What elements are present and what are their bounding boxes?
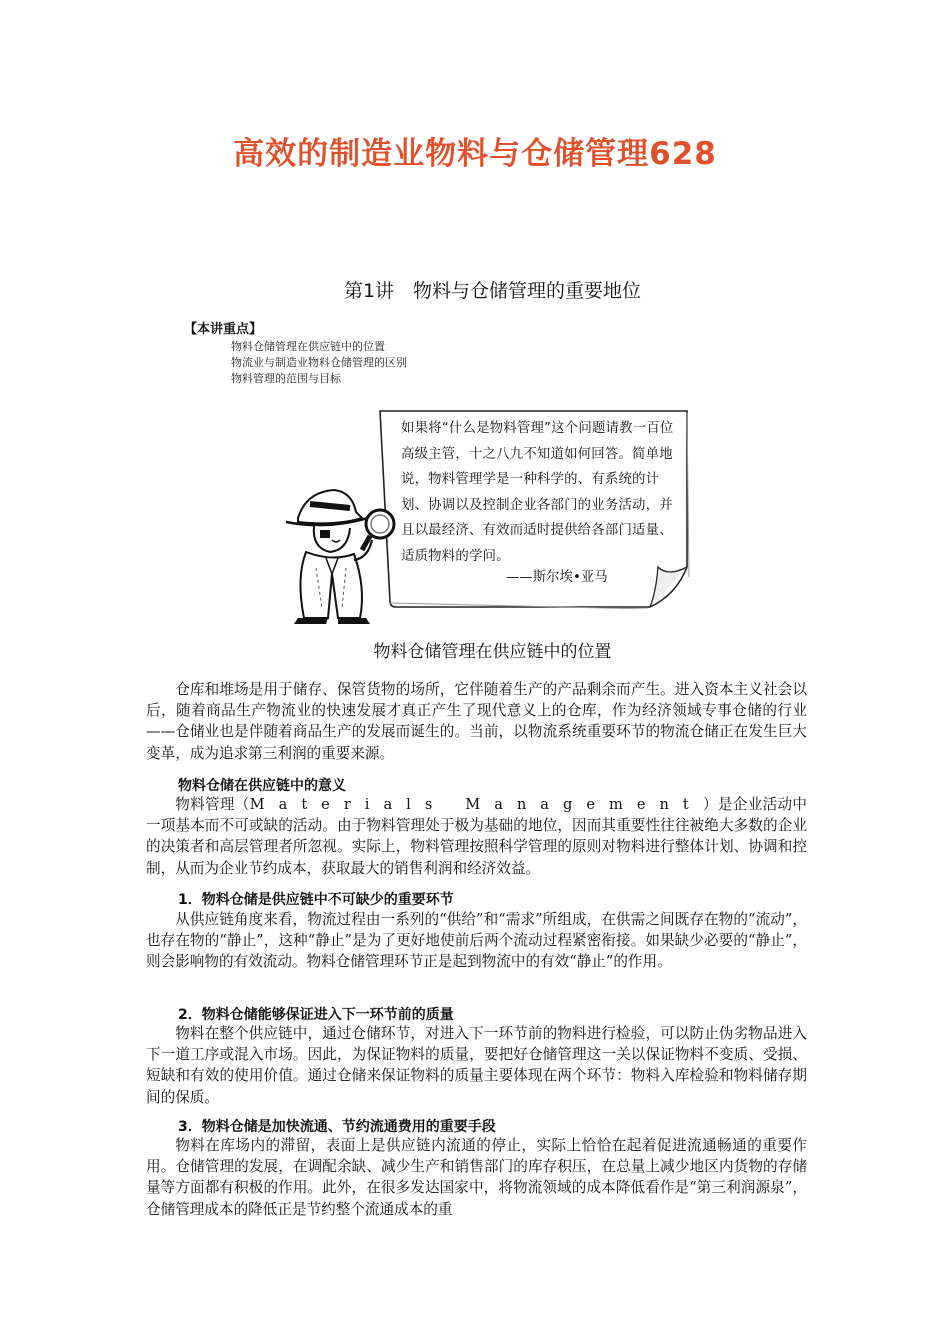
point-2-heading: 2．物料仓储能够保证进入下一环节前的质量 <box>178 1007 454 1023</box>
point-1-heading: 1．物料仓储是供应链中不可缺少的重要环节 <box>178 892 454 908</box>
meaning-heading: 物料仓储在供应链中的意义 <box>178 778 346 794</box>
quote-author: ——斯尔埃•亚马 <box>506 570 608 585</box>
keypoints-heading: 【本讲重点】 <box>184 322 263 337</box>
quote-text: 如果将“什么是物料管理”这个问题请教一百位高级主管，十之八九不知道如何回答。简单地说，物料管理学是一种科学的、有系统的计划、协调以及控制企业各部门的业务活动，并且以最经济、有效而适时提供给各部门适量、适质物料的学问。 <box>401 421 674 564</box>
point-3-heading: 3．物料仓储是加快流通、节约流通费用的重要手段 <box>178 1119 496 1135</box>
point-1-paragraph: 从供应链角度来看，物流过程由一系列的“供给”和“需求”所组成，在供需之间既存在物的“流动”，也存在物的“静止”，这种“静止”是为了更好地使前后两个流动过程紧密衔接。如果缺少必要的“静止”，则会影响物的有效流动。物料仓储管理环节正是起到物流中的有效“静止”的作用。 <box>146 911 807 971</box>
keypoint-item: 物料管理的范围与目标 <box>231 372 341 385</box>
document-title: 高效的制造业物料与仓储管理628 <box>233 136 717 172</box>
detective-illustration <box>276 478 401 628</box>
intro-paragraph: 仓库和堆场是用于储存、保管货物的场所，它伴随着生产的产品剩余而产生。进入资本主义社会以后，随着商品生产物流业的快速发展才真正产生了现代意义上的仓库，作为经济领域专事仓储的行业——仓储业也是伴随着商品生产的发展而诞生的。当前，以物流系统重要环节的物流仓储正在发生巨大变革，成为追求第三利润的重要来源。 <box>146 681 807 762</box>
meaning-text-prefix: 物料管理（ <box>175 796 250 813</box>
lecture-title: 第1讲 物料与仓储管理的重要地位 <box>343 280 642 302</box>
meaning-paragraph <box>146 794 807 879</box>
keypoint-item: 物流业与制造业物料仓储管理的区别 <box>231 356 407 369</box>
meaning-text-suffix: ）是企业活动中一项基本而不可或缺的活动。由于物料管理处于极为基础的地位，因而其重要性往往被绝大多数的企业的决策者和高层管理者所忽视。实际上，物料管理按照科学管理的原则对物料进行整体计划、协调和控制，从而为企业节约成本，获取最大的销售利润和经济效益。 <box>146 796 807 877</box>
point-2-paragraph: 物料在整个供应链中，通过仓储环节，对进入下一环节前的物料进行检验，可以防止伪劣物品进入下一道工序或混入市场。因此，为保证物料的质量，要把好仓储管理这一关以保证物料不变质、受损、短缺和有效的使用价值。通过仓储来保证物料的质量主要体现在两个环节：物料入库检验和物料储存期间的保质。 <box>146 1025 807 1106</box>
keypoints-list <box>231 339 407 387</box>
point-3-paragraph: 物料在库场内的滞留，表面上是供应链内流通的停止，实际上恰恰在起着促进流通畅通的重要作用。仓储管理的发展，在调配余缺、减少生产和销售部门的库存积压，在总量上减少地区内货物的存储量等方面都有积极的作用。此外，在很多发达国家中，将物流领域的成本降低看作是“第三利润源泉”，仓储管理成本的降低正是节约整个流通成本的重 <box>146 1137 807 1218</box>
meaning-text-english: Materials Management <box>249 796 703 813</box>
keypoint-item: 物料仓储管理在供应链中的位置 <box>231 340 385 353</box>
section-title: 物料仓储管理在供应链中的位置 <box>373 642 612 662</box>
